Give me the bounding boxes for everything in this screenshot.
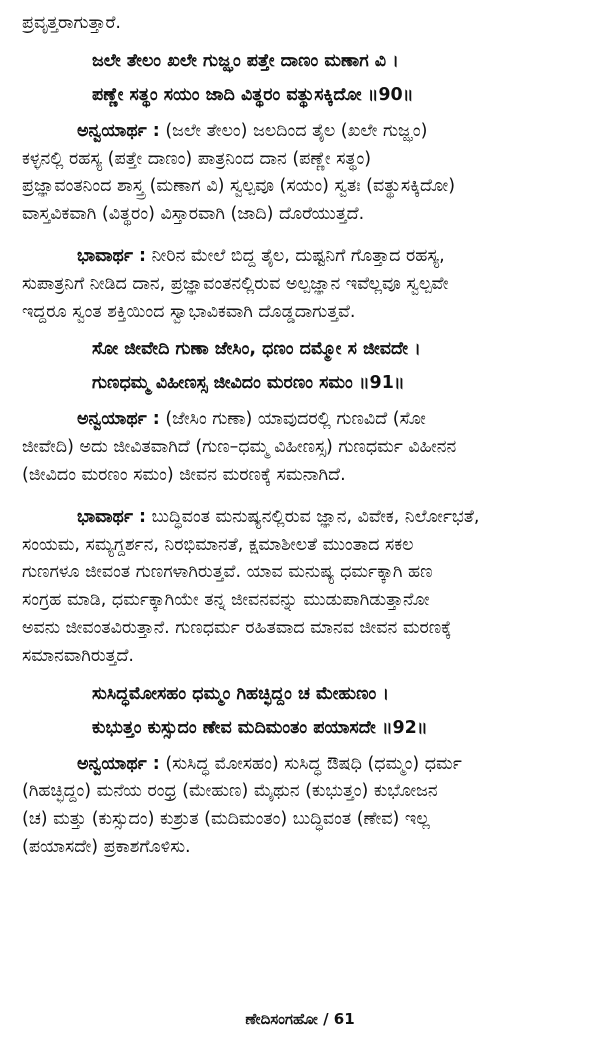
- verse-91: [22, 332, 578, 400]
- verse-90-line-1: ಜಲೇ ತೇಲಂ ಖಲೇ ಗುಜ್ಝಂ ಪತ್ತೇ ದಾಣಂ ಮಣಾಗ ವಿ ।: [92, 50, 399, 71]
- anvayartha-91: [22, 406, 578, 489]
- bhavartha-90-line: ಇದ್ದರೂ ಸ್ವಂತ ಶಕ್ತಿಯಿಂದ ಸ್ವಾಭಾವಿಕವಾಗಿ ದೊಡ್ಡದಾಗುತ್ತವೆ.: [22, 301, 356, 322]
- anvayartha-92-line: (ಪಯಾಸದೇ) ಪ್ರಕಾಶಗೊಳಿಸು.: [22, 836, 191, 857]
- bhavartha-90-line: ಸುಪಾತ್ರನಿಗೆ ನೀಡಿದ ದಾನ, ಪ್ರಜ್ಞಾವಂತನಲ್ಲಿರುವ ಅಲ್ಪಜ್ಞಾನ ಇವೆಲ್ಲವೂ ಸ್ವಲ್ಪವೇ: [22, 273, 449, 294]
- anvayartha-91-line: (ಜೀವಿದಂ ಮರಣಂ ಸಮಂ) ಜೀವನ ಮರಣಕ್ಕೆ ಸಮನಾಗಿದೆ.: [22, 464, 346, 485]
- verse-91-line-2: ಗುಣಧಮ್ಮ ವಿಹೀಣಸ್ಸ ಜೀವಿದಂ ಮರಣಂ ಸಮಂ ॥91॥: [92, 373, 405, 394]
- anvayartha-label: ಅನ್ವಯಾರ್ಥ :: [77, 753, 160, 774]
- verse-92: [22, 677, 578, 745]
- verse-91-line-1: ಸೋ ಜೀವೇದಿ ಗುಣಾ ಜೇಸಿಂ, ಧಣಂ ದಮ್ಮೋ ಸ ಜೀವದೇ ।: [92, 339, 421, 360]
- anvayartha-label: ಅನ್ವಯಾರ್ಥ :: [77, 409, 160, 430]
- bhavartha-91-line: ಸಮಾನವಾಗಿರುತ್ತದೆ.: [22, 645, 134, 666]
- bhavartha-91-first: ಬುದ್ಧಿವಂತ ಮನುಷ್ಯನಲ್ಲಿರುವ ಜ್ಞಾನ, ವಿವೇಕ, ನಿರ್ಲೋಭತೆ,: [146, 506, 480, 527]
- anvayartha-90-line: ಪ್ರಜ್ಞಾವಂತನಿಂದ ಶಾಸ್ತ್ರ (ಮಣಾಗ ವಿ) ಸ್ವಲ್ಪವೂ (ಸಯಂ) ಸ್ವತಃ (ವತ್ಥುಸಕ್ಕಿದೋ): [22, 176, 456, 197]
- verse-92-line-2: ಕುಭುತ್ತಂ ಕುಸ್ಸುದಂ ಣೇವ ಮದಿಮಂತಂ ಪಯಾಸದೇ ॥92॥: [92, 717, 428, 738]
- bhavartha-90-first: ನೀರಿನ ಮೇಲೆ ಬಿದ್ದ ತೈಲ, ದುಷ್ಟನಿಗೆ ಗೊತ್ತಾದ ರಹಸ್ಯ,: [146, 245, 445, 266]
- bhavartha-label: ಭಾವಾರ್ಥ :: [77, 506, 147, 527]
- anvayartha-92-line: (ಗಿಹಚ್ಛಿದ್ದಂ) ಮನೆಯ ರಂಧ್ರ (ಮೇಹುಣ) ಮೈಥುನ (ಕುಭುತ್ತಂ) ಕುಭೋಜನ: [22, 781, 438, 802]
- verse-90-line-2: ಪಣ್ಣೇ ಸತ್ಥಂ ಸಯಂ ಜಾದಿ ವಿತ್ಥರಂ ವತ್ಥುಸಕ್ಕಿದೋ ॥90॥: [92, 84, 414, 105]
- anvayartha-label: ಅನ್ವಯಾರ್ಥ :: [77, 120, 160, 141]
- anvayartha-91-line: ಜೀವೇದಿ) ಅದು ಜೀವಿತವಾಗಿದೆ (ಗುಣ–ಧಮ್ಮ ವಿಹೀಣಸ್ಸ) ಗುಣಧರ್ಮ ವಿಹೀನನ: [22, 437, 457, 458]
- anvayartha-91-first: (ಜೇಸಿಂ ಗುಣಾ) ಯಾವುದರಲ್ಲಿ ಗುಣವಿದೆ (ಸೋ: [159, 409, 426, 430]
- bhavartha-90: [22, 243, 578, 326]
- bhavartha-91-line: ಸಂಯಮ, ಸಮ್ಯಗ್ದರ್ಶನ, ನಿರಭಿಮಾನತೆ, ಕ್ಷಮಾಶೀಲತೆ ಮುಂತಾದ ಸಕಲ: [22, 534, 414, 555]
- bhavartha-91: [22, 504, 578, 671]
- anvayartha-92: [22, 751, 578, 862]
- anvayartha-90-line: ವಾಸ್ತವಿಕವಾಗಿ (ವಿತ್ಥರಂ) ವಿಸ್ತಾರವಾಗಿ (ಜಾದಿ) ದೊರೆಯುತ್ತದೆ.: [22, 204, 365, 225]
- anvayartha-92-line: (ಚ) ಮತ್ತು (ಕುಸ್ಸುದಂ) ಕುಶ್ರುತ (ಮದಿಮಂತಂ) ಬುದ್ಧಿವಂತ (ಣೇವ) ಇಲ್ಲ: [22, 809, 430, 830]
- page-footer: ಣೇದಿಸಂಗಹೋ / 61: [245, 1010, 355, 1028]
- bhavartha-label: ಭಾವಾರ್ಥ :: [77, 245, 147, 266]
- bhavartha-91-line: ಗುಣಗಳೂ ಜೀವಂತ ಗುಣಗಳಾಗಿರುತ್ತವೆ. ಯಾವ ಮನುಷ್ಯ ಧರ್ಮಕ್ಕಾಗಿ ಹಣ: [22, 562, 433, 583]
- anvayartha-92-first: (ಸುಸಿದ್ಧ ಮೋಸಹಂ) ಸುಸಿದ್ಧ ಔಷಧಿ (ಧಮ್ಮಂ) ಧರ್ಮ: [159, 753, 462, 774]
- intro-line: ಪ್ರವೃತ್ತರಾಗುತ್ತಾರೆ.: [22, 13, 121, 33]
- verse-92-line-1: ಸುಸಿದ್ಧಮೋಸಹಂ ಧಮ್ಮಂ ಗಿಹಚ್ಛಿದ್ದಂ ಚ ಮೇಹುಣಂ ।: [92, 683, 390, 704]
- verse-90: [22, 44, 578, 112]
- bhavartha-91-line: ಅವನು ಜೀವಂತವಿರುತ್ತಾನೆ. ಗುಣಧರ್ಮ ರಹಿತವಾದ ಮಾನವ ಜೀವನ ಮರಣಕ್ಕೆ: [22, 617, 452, 638]
- anvayartha-90: [22, 118, 578, 229]
- anvayartha-90-first: (ಜಲೇ ತೇಲಂ) ಜಲದಿಂದ ತೈಲ (ಖಲೇ ಗುಜ್ಝಂ): [159, 120, 428, 141]
- anvayartha-90-line: ಕಳ್ಳನಲ್ಲಿ ರಹಸ್ಯ (ಪತ್ತೇ ದಾಣಂ) ಪಾತ್ರನಿಂದ ದಾನ (ಪಣ್ಣೇ ಸತ್ಥಂ): [22, 148, 372, 169]
- bhavartha-91-line: ಸಂಗ್ರಹ ಮಾಡಿ, ಧರ್ಮಕ್ಕಾಗಿಯೇ ತನ್ನ ಜೀವನವನ್ನು ಮುಡುಪಾಗಿಡುತ್ತಾನೋ: [22, 590, 430, 611]
